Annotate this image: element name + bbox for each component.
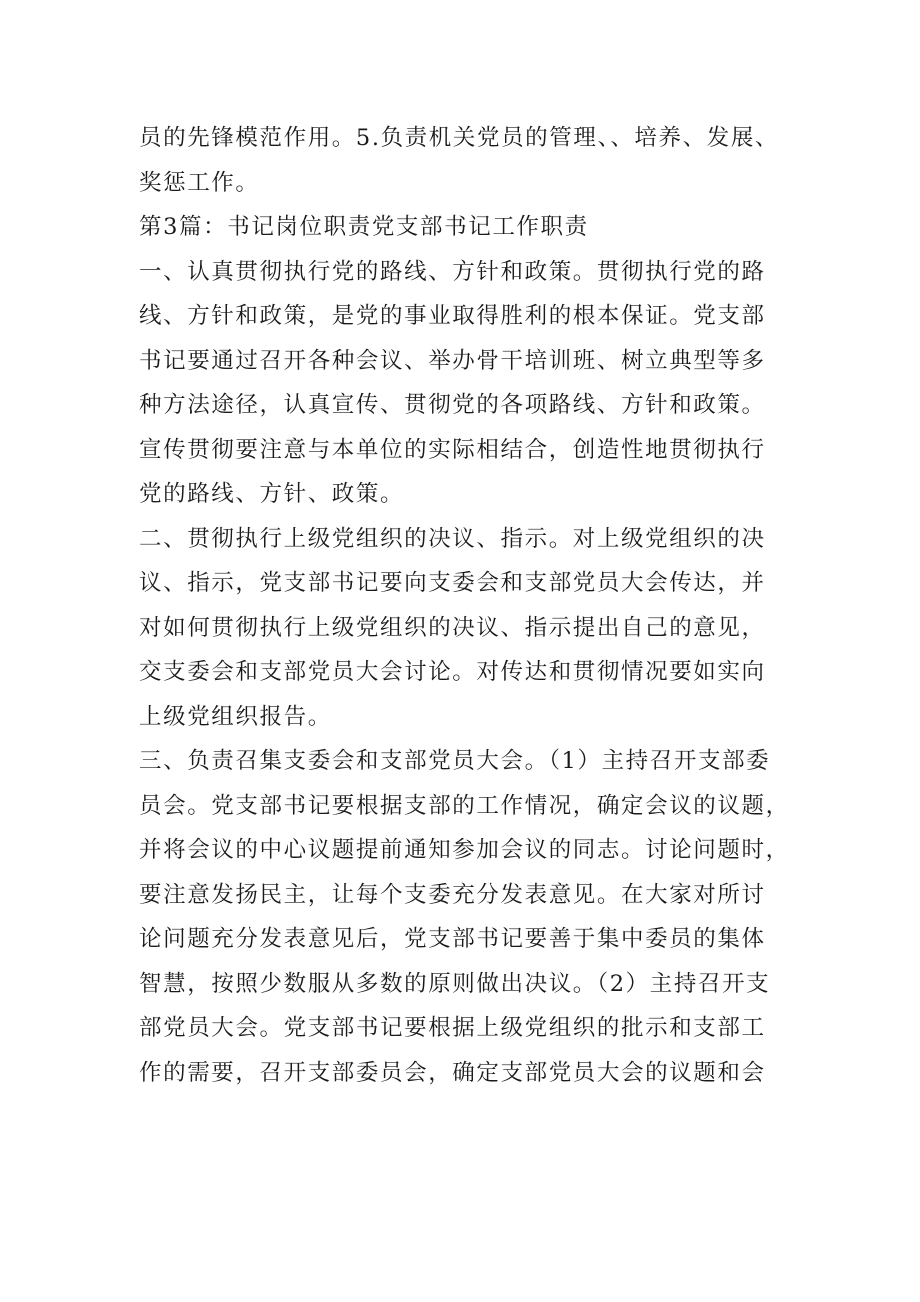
text-line: 部党员大会。党支部书记要根据上级党组织的批示和支部工 (139, 1015, 766, 1041)
text-line: 上级党组织报告。 (139, 703, 332, 730)
text-line: 二、贯彻执行上级党组织的决议、指示。对上级党组织的决 (139, 525, 766, 552)
text-line: 宣传贯彻要注意与本单位的实际相结合，创造性地贯彻执行 (139, 436, 766, 463)
text-line: 要注意发扬民主，让每个支委充分发表意见。在大家对所讨 (139, 881, 766, 908)
text-line: 议、指示，党支部书记要向支委会和支部党员大会传达，并 (139, 570, 766, 596)
text-line: 员的先锋模范作用。5.负责机关党员的管理、、培养、发展、 (139, 125, 780, 151)
text-line: 对如何贯彻执行上级党组织的决议、指示提出自己的意见， (139, 614, 766, 641)
text-line: 奖惩工作。 (139, 169, 260, 196)
text-line: 三、负责召集支委会和支部党员大会。（1）主持召开支部委 (139, 748, 771, 774)
section-heading: 第3篇：书记岗位职责党支部书记工作职责 (139, 214, 589, 240)
text-line: 作的需要，召开支部委员会，确定支部党员大会的议题和会 (139, 1059, 766, 1086)
text-line: 一、认真贯彻执行党的路线、方针和政策。贯彻执行党的路 (139, 258, 766, 285)
text-line: 智慧，按照少数服从多数的原则做出决议。（2）主持召开支 (139, 970, 771, 997)
text-line: 并将会议的中心议题提前通知参加会议的同志。讨论问题时， (139, 837, 790, 863)
text-line: 书记要通过召开各种会议、举办骨干培训班、树立典型等多 (139, 347, 766, 374)
text-line: 党的路线、方针、政策。 (139, 481, 405, 507)
text-line: 员会。党支部书记要根据支部的工作情况，确定会议的议题， (139, 792, 790, 819)
text-line: 线、方针和政策，是党的事业取得胜利的根本保证。党支部 (139, 303, 766, 329)
text-line: 论问题充分发表意见后，党支部书记要善于集中委员的集体 (139, 926, 766, 952)
document-body (139, 116, 809, 1095)
text-line: 种方法途径，认真宣传、贯彻党的各项路线、方针和政策。 (139, 392, 766, 418)
text-line: 交支委会和支部党员大会讨论。对传达和贯彻情况要如实向 (139, 659, 766, 685)
